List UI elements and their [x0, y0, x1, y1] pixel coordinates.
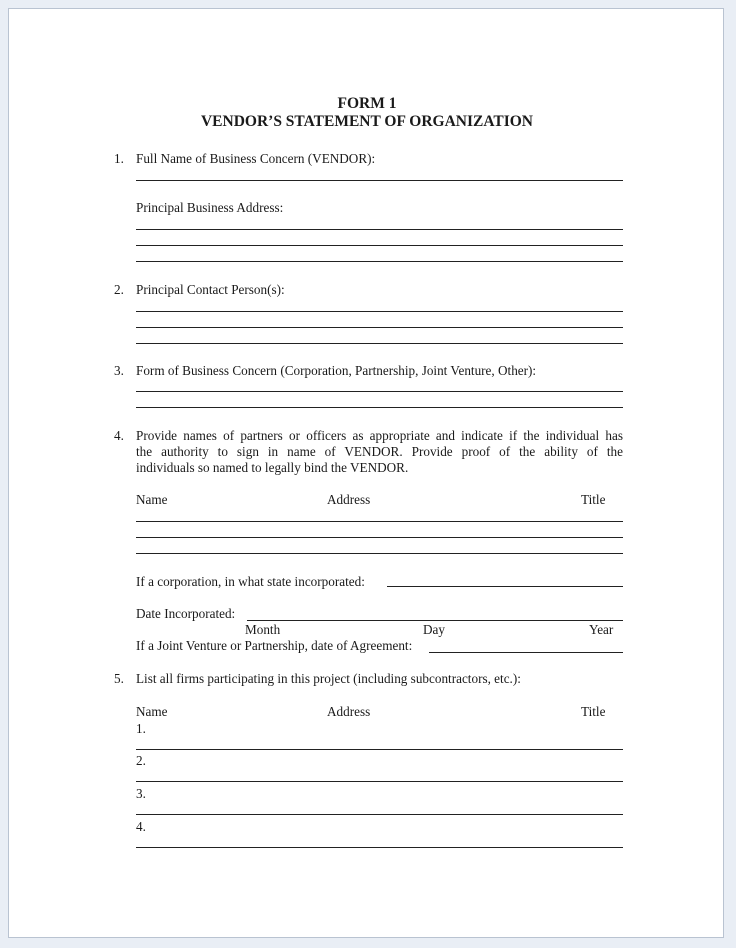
form-main-title: VENDOR’S STATEMENT OF ORGANIZATION — [200, 113, 533, 130]
officers-col-title: Title — [581, 492, 606, 507]
section2-label: Principal Contact Person(s): — [136, 282, 285, 297]
firm-row-number: 4. — [136, 819, 146, 834]
month-label: Month — [245, 622, 281, 637]
section4-text-line-2: the authority to sign in name of VENDOR. Provide proof of the ability of the — [136, 444, 623, 459]
firm-row-number: 3. — [136, 786, 146, 801]
corp-state-field[interactable] — [387, 586, 623, 587]
firm-row-field[interactable] — [136, 847, 623, 848]
joint-venture-label: If a Joint Venture or Partnership, date of Agreement: — [136, 638, 413, 653]
section3-number: 3. — [114, 363, 124, 378]
section4-number: 4. — [114, 428, 124, 443]
business-form-field-line-2[interactable] — [136, 407, 623, 408]
date-incorporated-field[interactable] — [247, 620, 623, 621]
firms-col-address: Address — [327, 704, 371, 719]
joint-venture-date-field[interactable] — [429, 652, 623, 653]
firms-col-title: Title — [581, 704, 606, 719]
section2-number: 2. — [114, 282, 124, 297]
firm-row-number: 1. — [136, 721, 146, 736]
section5-label: List all firms participating in this project (including subcontractors, etc.): — [136, 671, 521, 686]
address-field-line-3[interactable] — [136, 261, 623, 262]
firm-row-field[interactable] — [136, 749, 623, 750]
form-number-title: FORM 1 — [337, 95, 397, 112]
firm-row-number: 2. — [136, 753, 146, 768]
section4-text-line-3: individuals so named to legally bind the VENDOR. — [136, 460, 409, 475]
section1-label: Full Name of Business Concern (VENDOR): — [136, 151, 376, 166]
firm-row-field[interactable] — [136, 781, 623, 782]
officer-row-line-3[interactable] — [136, 553, 623, 554]
address-field-line-1[interactable] — [136, 229, 623, 230]
officer-row-line-1[interactable] — [136, 521, 623, 522]
day-label: Day — [423, 622, 445, 637]
address-field-line-2[interactable] — [136, 245, 623, 246]
firms-col-name: Name — [136, 704, 168, 719]
officer-row-line-2[interactable] — [136, 537, 623, 538]
business-form-field-line-1[interactable] — [136, 391, 623, 392]
contact-field-line-3[interactable] — [136, 343, 623, 344]
firm-row-field[interactable] — [136, 814, 623, 815]
contact-field-line-2[interactable] — [136, 327, 623, 328]
corp-state-label: If a corporation, in what state incorporated: — [136, 574, 365, 589]
principal-address-label: Principal Business Address: — [136, 200, 284, 215]
section5-number: 5. — [114, 671, 124, 686]
year-label: Year — [589, 622, 614, 637]
section1-number: 1. — [114, 151, 124, 166]
contact-field-line-1[interactable] — [136, 311, 623, 312]
officers-col-address: Address — [327, 492, 371, 507]
form-page — [8, 8, 724, 938]
date-incorporated-label: Date Incorporated: — [136, 606, 236, 621]
officers-col-name: Name — [136, 492, 168, 507]
section4-text-line-1: Provide names of partners or officers as appropriate and indicate if the individual has — [136, 428, 623, 443]
section3-label: Form of Business Concern (Corporation, Partnership, Joint Venture, Other): — [136, 363, 537, 378]
business-name-field[interactable] — [136, 180, 623, 181]
